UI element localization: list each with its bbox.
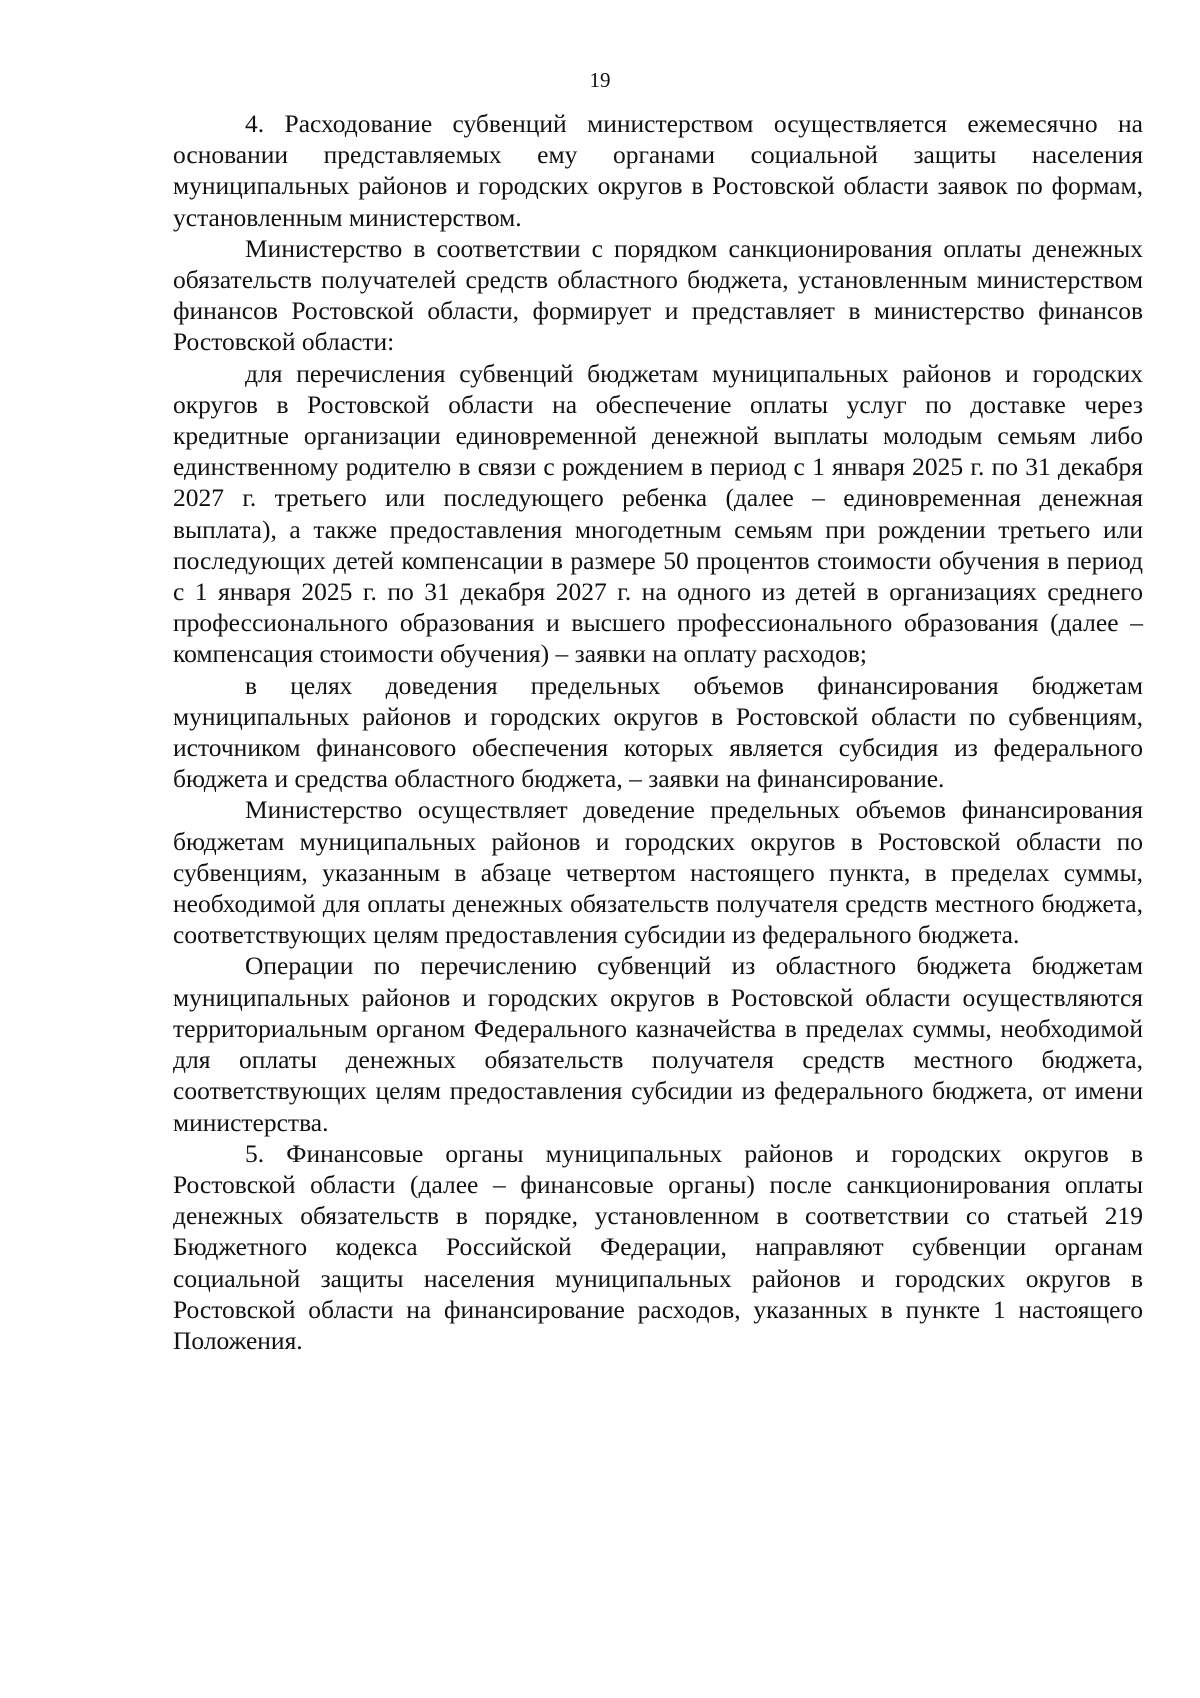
document-body [173,108,1143,1356]
paragraph-treasury-operations: Операции по перечислению субвенций из областного бюджета бюджетам муниципальных районов и городских округов в Ростовской области осуществляются территориальным органом Федерального казначейства в пределах суммы, необходимой для оплаты денежных обязательств получателя средств местного бюджета, соответствующих целям предоставления субсидии из федерального бюджета, от имени министерства. [173,951,1143,1137]
paragraph-5-financial-bodies: 5. Финансовые органы муниципальных районов и городских округов в Ростовской области (далее – финансовые органы) после санкционирования оплаты денежных обязательств в порядке, установленном в соответствии со статьей 219 Бюджетного кодекса Российской Федерации, направляют субвенции органам социальной защиты населения муниципальных районов и городских округов в Ростовской области на финансирование расходов, указанных в пункте 1 настоящего Положения. [173,1138,1143,1355]
page-number: 19 [589,68,611,92]
paragraph-ministry-requests: Министерство в соответствии с порядком санкционирования оплаты денежных обязательств получателей средств областного бюджета, установленным министерством финансов Ростовской области, формирует и представляет в министерство финансов Ростовской области: [173,233,1143,357]
paragraph-financing-limits: в целях доведения предельных объемов финансирования бюджетам муниципальных районов и городских округов в Ростовской области по субвенциям, источником финансового обеспечения которых является субсидия из федерального бюджета и средства областного бюджета, – заявки на финансирование. [173,670,1143,794]
paragraph-ministry-allocation: Министерство осуществляет доведение предельных объемов финансирования бюджетам муниципальных районов и городских округов в Ростовской области по субвенциям, указанным в абзаце четвертом настоящего пункта, в пределах суммы, необходимой для оплаты денежных обязательств получателя средств местного бюджета, соответствующих целям предоставления субсидии из федерального бюджета. [173,795,1143,950]
paragraph-4-expenditure: 4. Расходование субвенций министерством осуществляется ежемесячно на основании представляемых ему органами социальной защиты населения муниципальных районов и городских округов в Ростовской области заявок по формам, установленным министерством. [173,109,1143,232]
paragraph-payment-purposes: для перечисления субвенций бюджетам муниципальных районов и городских округов в Ростовской области на обеспечение оплаты услуг по доставке через кредитные организации единовременной денежной выплаты молодым семьям либо единственному родителю в связи с рождением в период с 1 января 2025 г. по 31 декабря 2027 г. третьего или последующего ребенка (далее – единовременная денежная выплата), а также предоставления многодетным семьям при рождении третьего или последующих детей компенсации в размере 50 процентов стоимости обучения в период с 1 января 2025 г. по 31 декабря 2027 г. на одного из детей в организациях среднего профессионального образования и высшего профессионального образования (далее – компенсация стоимости обучения) – заявки на оплату расходов; [173,358,1143,669]
